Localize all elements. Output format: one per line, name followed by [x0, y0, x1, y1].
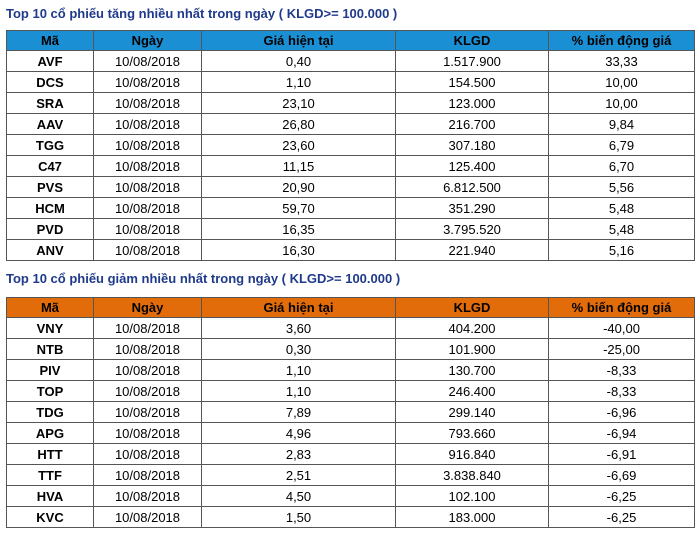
table-cell: 0,30	[202, 339, 396, 360]
table-cell: TOP	[7, 381, 94, 402]
table-cell: DCS	[7, 72, 94, 93]
table-row	[7, 360, 695, 381]
table-cell: 183.000	[396, 507, 549, 528]
table-cell: 10/08/2018	[94, 339, 202, 360]
table-row	[7, 318, 695, 339]
table-cell: 10/08/2018	[94, 240, 202, 261]
table-cell: 5,48	[549, 198, 695, 219]
table-cell: ANV	[7, 240, 94, 261]
table-cell: 59,70	[202, 198, 396, 219]
table-row	[7, 381, 695, 402]
table-cell: 102.100	[396, 486, 549, 507]
table-cell: 3.795.520	[396, 219, 549, 240]
table-cell: 10/08/2018	[94, 135, 202, 156]
table-cell: 404.200	[396, 318, 549, 339]
table-cell: -6,96	[549, 402, 695, 423]
table-cell: 351.290	[396, 198, 549, 219]
table-cell: 7,89	[202, 402, 396, 423]
table-cell: 1,10	[202, 381, 396, 402]
table-row	[7, 240, 695, 261]
gainers-title: Top 10 cổ phiếu tăng nhiều nhất trong ngày ( KLGD>= 100.000 )	[6, 6, 398, 21]
table-cell: 793.660	[396, 423, 549, 444]
table-cell: 6,70	[549, 156, 695, 177]
table-cell: 10/08/2018	[94, 219, 202, 240]
table-cell: -6,25	[549, 486, 695, 507]
table-row	[7, 486, 695, 507]
table-cell: PIV	[7, 360, 94, 381]
table-cell: -6,94	[549, 423, 695, 444]
gainers-header-cell: % biến động giá	[549, 31, 695, 51]
table-cell: 10/08/2018	[94, 381, 202, 402]
table-cell: 26,80	[202, 114, 396, 135]
table-row	[7, 339, 695, 360]
table-cell: 10/08/2018	[94, 486, 202, 507]
table-cell: VNY	[7, 318, 94, 339]
table-cell: 1,10	[202, 72, 396, 93]
table-cell: 16,30	[202, 240, 396, 261]
table-cell: 123.000	[396, 93, 549, 114]
table-cell: -25,00	[549, 339, 695, 360]
table-cell: TTF	[7, 465, 94, 486]
table-cell: 154.500	[396, 72, 549, 93]
table-cell: KVC	[7, 507, 94, 528]
table-cell: 1,10	[202, 360, 396, 381]
gainers-header-cell: Mã	[7, 31, 94, 51]
gainers-header-cell: KLGD	[396, 31, 549, 51]
table-cell: HVA	[7, 486, 94, 507]
table-cell: 307.180	[396, 135, 549, 156]
table-cell: 10/08/2018	[94, 402, 202, 423]
losers-header-cell: % biến động giá	[549, 298, 695, 318]
table-cell: -6,69	[549, 465, 695, 486]
table-cell: PVS	[7, 177, 94, 198]
losers-header-cell: Giá hiện tại	[202, 298, 396, 318]
table-cell: 11,15	[202, 156, 396, 177]
table-cell: -8,33	[549, 381, 695, 402]
table-cell: 5,56	[549, 177, 695, 198]
table-cell: 10/08/2018	[94, 72, 202, 93]
table-cell: AAV	[7, 114, 94, 135]
losers-header-cell: KLGD	[396, 298, 549, 318]
table-row	[7, 114, 695, 135]
table-cell: TGG	[7, 135, 94, 156]
table-cell: 10/08/2018	[94, 360, 202, 381]
table-cell: 5,16	[549, 240, 695, 261]
table-cell: 33,33	[549, 51, 695, 72]
table-cell: 125.400	[396, 156, 549, 177]
table-cell: 10/08/2018	[94, 465, 202, 486]
table-cell: 10/08/2018	[94, 198, 202, 219]
table-cell: 2,51	[202, 465, 396, 486]
table-cell: 3,60	[202, 318, 396, 339]
table-cell: 10/08/2018	[94, 444, 202, 465]
table-cell: 3.838.840	[396, 465, 549, 486]
table-cell: 6.812.500	[396, 177, 549, 198]
gainers-header-row	[7, 31, 695, 51]
table-cell: 130.700	[396, 360, 549, 381]
losers-table	[6, 297, 695, 528]
table-cell: 10/08/2018	[94, 93, 202, 114]
table-cell: 2,83	[202, 444, 396, 465]
table-row	[7, 72, 695, 93]
table-cell: 10/08/2018	[94, 423, 202, 444]
table-cell: 10,00	[549, 72, 695, 93]
losers-body	[7, 318, 695, 528]
table-row	[7, 198, 695, 219]
table-cell: -40,00	[549, 318, 695, 339]
table-cell: PVD	[7, 219, 94, 240]
table-cell: TDG	[7, 402, 94, 423]
table-cell: -6,25	[549, 507, 695, 528]
table-cell: 299.140	[396, 402, 549, 423]
table-cell: 1,50	[202, 507, 396, 528]
table-cell: 5,48	[549, 219, 695, 240]
table-row	[7, 402, 695, 423]
table-cell: APG	[7, 423, 94, 444]
table-row	[7, 444, 695, 465]
table-row	[7, 507, 695, 528]
table-cell: -8,33	[549, 360, 695, 381]
table-cell: C47	[7, 156, 94, 177]
table-cell: 10/08/2018	[94, 51, 202, 72]
table-cell: 10/08/2018	[94, 318, 202, 339]
gainers-table	[6, 30, 695, 261]
table-cell: 10/08/2018	[94, 156, 202, 177]
table-row	[7, 93, 695, 114]
table-cell: 216.700	[396, 114, 549, 135]
losers-header-row	[7, 298, 695, 318]
table-cell: -6,91	[549, 444, 695, 465]
table-cell: HTT	[7, 444, 94, 465]
table-cell: 20,90	[202, 177, 396, 198]
table-cell: 10/08/2018	[94, 114, 202, 135]
table-cell: 101.900	[396, 339, 549, 360]
gainers-header-cell: Giá hiện tại	[202, 31, 396, 51]
table-cell: 0,40	[202, 51, 396, 72]
table-row	[7, 423, 695, 444]
table-row	[7, 51, 695, 72]
table-cell: SRA	[7, 93, 94, 114]
table-cell: 4,50	[202, 486, 396, 507]
table-cell: 1.517.900	[396, 51, 549, 72]
table-cell: 916.840	[396, 444, 549, 465]
gainers-header-cell: Ngày	[94, 31, 202, 51]
table-row	[7, 135, 695, 156]
losers-header-cell: Ngày	[94, 298, 202, 318]
table-cell: 10/08/2018	[94, 507, 202, 528]
table-cell: 23,60	[202, 135, 396, 156]
gainers-body	[7, 51, 695, 261]
table-row	[7, 177, 695, 198]
table-cell: 23,10	[202, 93, 396, 114]
table-cell: NTB	[7, 339, 94, 360]
table-cell: 6,79	[549, 135, 695, 156]
table-cell: HCM	[7, 198, 94, 219]
table-row	[7, 465, 695, 486]
table-cell: 10/08/2018	[94, 177, 202, 198]
table-cell: 246.400	[396, 381, 549, 402]
table-cell: 4,96	[202, 423, 396, 444]
table-cell: 221.940	[396, 240, 549, 261]
losers-header-cell: Mã	[7, 298, 94, 318]
table-cell: 10,00	[549, 93, 695, 114]
table-row	[7, 219, 695, 240]
table-row	[7, 156, 695, 177]
losers-title: Top 10 cổ phiếu giảm nhiều nhất trong ngày ( KLGD>= 100.000 )	[6, 271, 401, 286]
table-cell: AVF	[7, 51, 94, 72]
table-cell: 16,35	[202, 219, 396, 240]
table-cell: 9,84	[549, 114, 695, 135]
